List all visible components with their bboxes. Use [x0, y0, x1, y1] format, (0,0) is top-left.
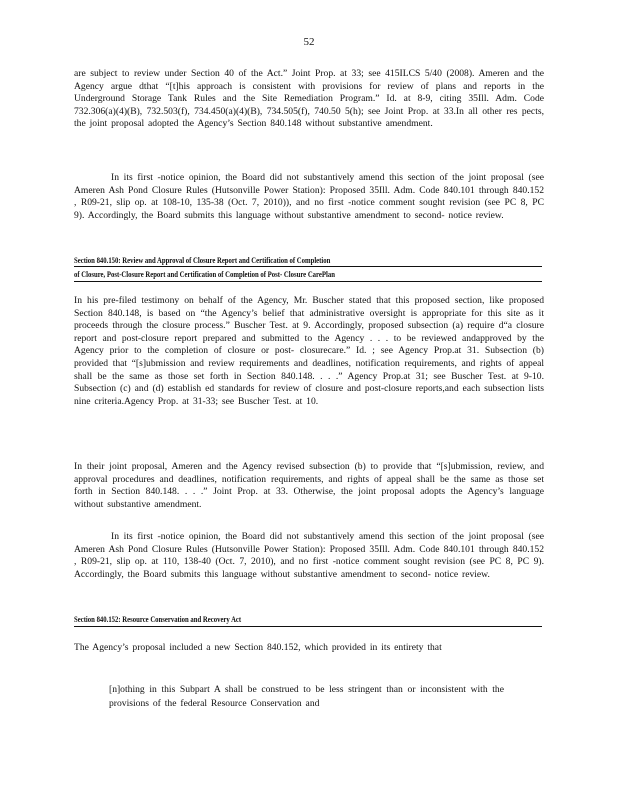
paragraph-first-notice-840-148: In its first -notice opinion, the Board did not substantively amend this section of the joint proposal (see Ameren Ash Pond Closure Rules (Hutsonville Power Station): Proposed 35Ill. Adm. Code 840.101 through 840.152 , R09-21, slip op. at 108-10, 135-38 (Oct. 7, 2010)), and no first -notice comment sought revision (see PC 8, PC 9). Accordingly, the Board submits this language without substantive amendment to second- notice review.: [74, 172, 544, 221]
paragraph-review-section-40: are subject to review under Section 40 of the Act.” Joint Prop. at 33; see 415ILCS 5/40 (2008). Ameren and the Agency argue dthat “[t]his approach is consistent with provisions for review of plans and reports in the Underground Storage Tank Rules and the Site Remediation Program.” Id. at 8-9, citing 35Ill. Adm. Code 732.306(a)(4)(B), 732.503(f), 734.450(a)(4)(B), 734.505(f), 740.50 5(h); see Joint Prop. at 33.In all other res pects, the joint proposal adopted the Agency’s Section 840.148 without substantive amendment.: [74, 68, 544, 130]
paragraph-joint-proposal-840-150: In their joint proposal, Ameren and the Agency revised subsection (b) to provide that “[s]ubmission, review, and approval procedures and deadlines, notification requirements, and rights of appeal shall be the same as those set forth in Section 840.148. . . .” Joint Prop. at 33. Otherwise, the joint proposal adopts the Agency’s language without substantive amendment.: [74, 461, 544, 510]
section-heading-840-150-line1: Section 840.150: Review and Approval of Closure Report and Certification of Completion: [74, 256, 331, 265]
heading-underline: [74, 266, 542, 267]
page-number: 52: [303, 36, 315, 48]
heading-underline: [74, 626, 542, 627]
section-heading-840-152: Section 840.152: Resource Conservation and Recovery Act: [74, 615, 242, 624]
heading-underline: [74, 281, 542, 282]
section-heading-840-150-line2: of Closure, Post-Closure Report and Certification of Completion of Post- Closure CarePlan: [74, 270, 335, 279]
paragraph-agency-proposal-840-152: The Agency’s proposal included a new Section 840.152, which provided in its entirety that: [74, 642, 442, 653]
paragraph-buscher-testimony: In his pre-filed testimony on behalf of the Agency, Mr. Buscher stated that this proposed section, like proposed Section 840.148, is based on “the Agency’s belief that administrative oversight is appropriate for this site as it proceeds through the closure process.” Buscher Test. at 9. Accordingly, proposed subsection (a) require d“a closure report and post-closure report prepared and submitted to the Agency . . . to be reviewed andapproved by the Agency prior to the completion of closure or post- closurecare.” Id. ; see Agency Prop.at 31. Subsection (b) provided that “[s]ubmission and review requirements and deadlines, notification requirements, and rights of appeal shall be the same as those set forth in Section 840.148. . . .” Agency Prop.at 31; see Buscher Test. at 9-10. Subsection (c) and (d) establish ed standards for review of closure and post-closure reports,and each subsection lists nine criteria.Agency Prop. at 31-33; see Buscher Test. at 10.: [74, 295, 544, 407]
paragraph-first-notice-840-150: In its first -notice opinion, the Board did not substantively amend this section of the joint proposal (see Ameren Ash Pond Closure Rules (Hutsonville Power Station): Proposed 35Ill. Adm. Code 840.101 through 840.152 , R09-21, slip op. at 110, 138-40 (Oct. 7, 2010), and no first -notice comment sought revision (see PC 8, PC 9). Accordingly, the Board submits this language without substantive amendment to second- notice review.: [74, 531, 544, 580]
block-quote-rcra: [n]othing in this Subpart A shall be construed to be less stringent than or inconsistent with the provisions of the federal Resource Conservation and: [109, 684, 504, 709]
